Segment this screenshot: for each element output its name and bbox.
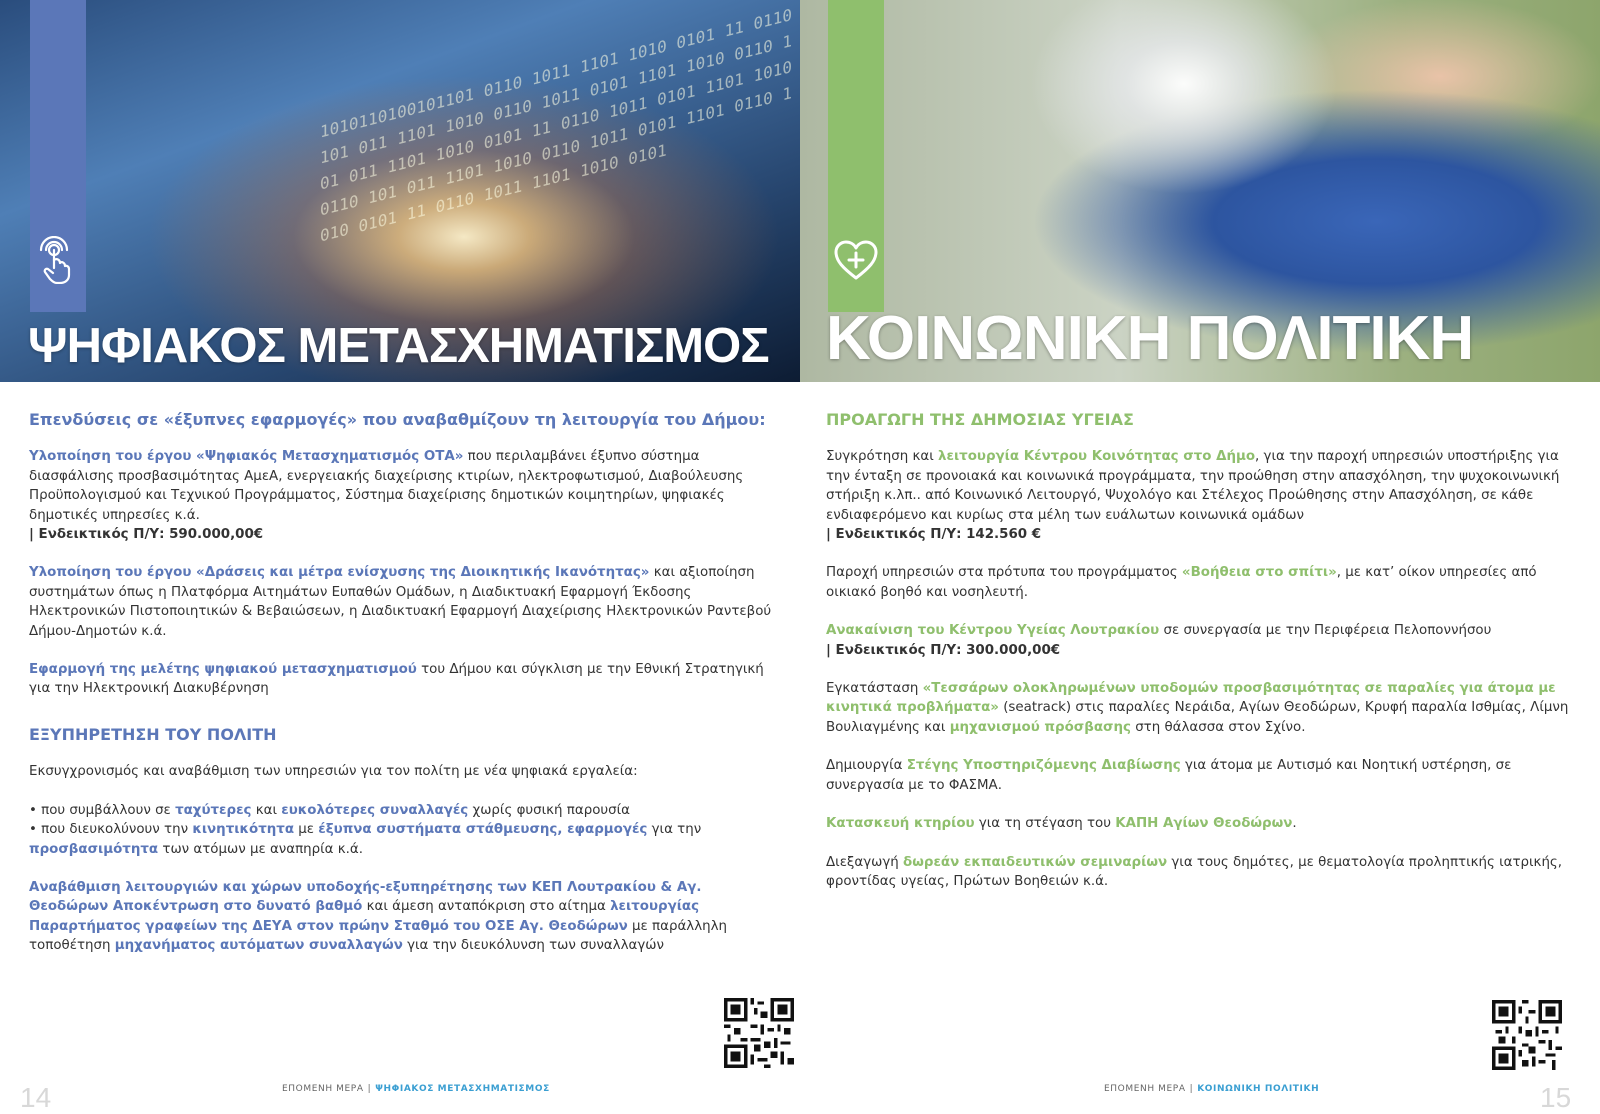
highlight-text: λειτουργία Κέντρου Κοινότητας στο Δήμο <box>938 449 1256 465</box>
body-text: για την <box>647 822 702 838</box>
body-text: στη θάλασσα στον Σχίνο. <box>1130 719 1306 735</box>
paragraph-modernization: Εκσυγχρονισμός και αναβάθμιση των υπηρεσιών για τον πολίτη με νέα ψηφιακά εργαλεία: <box>29 764 638 780</box>
footer-separator: | <box>1189 1084 1194 1094</box>
highlight-text: λειτουργίας Παραρτήματος γραφείων της ΔΕΥΑ στον πρώην Σταθμό του ΟΣΕ Αγ. Θεοδώρων <box>29 899 700 934</box>
section-heading-health: ΠΡΟΑΓΩΓΗ ΤΗΣ ΔΗΜΟΣΙΑΣ ΥΓΕΙΑΣ <box>826 410 1134 429</box>
body-text: , για την παροχή υπηρεσιών υποστήριξης για την ένταξη σε προνοιακά και κοινωνικά προγράμματα, την προώθηση στην απασχόληση, την ψυχοκοινωνική στήριξη κ.λπ.. από Κοινωνικό Λειτουργό, Ψυχολόγο και Στέλεχος Προώθησης στην Απασχόληση, σε κάθε ενδιαφερόμενο και κυρίως στα μέλη των ευάλωτων κοινωνικά ομάδων <box>826 449 1560 523</box>
highlight-text: Στέγης Υποστηριζόμενης Διαβίωσης <box>906 758 1181 774</box>
highlight-text: ευκολότερες συναλλαγές <box>281 802 469 818</box>
paragraph-admin-capacity <box>29 563 777 641</box>
qr-code[interactable] <box>1492 1000 1562 1070</box>
body-text: με παράλληλη τοποθέτηση <box>29 918 728 954</box>
footer-section: ΚΟΙΝΩΝΙΚΗ ΠΟΛΙΤΙΚΗ <box>1197 1084 1320 1094</box>
body-text: • που διευκολύνουν την <box>29 822 193 838</box>
body-text: για τη στέγαση του <box>974 816 1116 832</box>
section-heading-citizen: ΕΞΥΠΗΡΕΤΗΣΗ ΤΟΥ ΠΟΛΙΤΗ <box>29 724 277 744</box>
footer <box>282 1084 550 1094</box>
highlight-text: μηχανήματος αυτόματων συναλλαγών <box>114 938 403 954</box>
bullet-list <box>29 801 777 859</box>
hero-image-caregiver <box>800 0 1600 382</box>
right-content <box>826 410 1578 910</box>
left-page <box>0 0 800 1113</box>
page-number: 15 <box>1540 1082 1572 1113</box>
paragraph-digital-transformation <box>29 447 777 544</box>
binary-digits-overlay: 1010110100101101 0110 1011 1101 1010 0101 11 0110 101 011 1101 1010 0110 1011 0101 1101 1010 0110 101 011 1101 1010 0101 11 0110 1011 0101 1101 1010 0110 101 011 1101 1010 0110 1011 0101 1101 0110 1010 0101 11 0110 1011 1101 1010 0101 <box>320 4 793 246</box>
intro-heading: Επενδύσεις σε «έξυπνες εφαρμογές» που αναβαθμίζουν τη λειτουργία του Δήμου: <box>29 410 766 429</box>
highlight-text: Εφαρμογή της μελέτης ψηφιακού μετασχηματισμού <box>29 662 417 678</box>
highlight-text: Υλοποίηση του έργου «Ψηφιακός Μετασχηματισμός ΟΤΑ» <box>29 449 464 465</box>
bullet-item <box>29 801 777 820</box>
body-text: για την διευκόλυνση των συναλλαγών <box>402 938 664 954</box>
budget-line: | Ενδεικτικός Π/Υ: 300.000,00€ <box>826 642 1061 658</box>
highlight-text: Ανακαίνιση του Κέντρου Υγείας Λουτρακίου <box>826 623 1160 639</box>
paragraph-seatrack <box>826 679 1578 737</box>
body-text: Διεξαγωγή <box>826 854 904 870</box>
page-number: 14 <box>20 1082 52 1113</box>
paragraph-kapi <box>826 814 1578 833</box>
paragraph-study <box>29 660 777 699</box>
paragraph-home-help <box>826 563 1578 602</box>
body-text: • που συμβάλλουν σε <box>29 802 176 818</box>
body-text: . <box>1292 816 1297 832</box>
body-text: χωρίς φυσική παρουσία <box>468 802 630 818</box>
bullet-item <box>29 820 777 859</box>
highlight-text: μηχανισμού πρόσβασης <box>949 719 1131 735</box>
body-text: Συγκρότηση και <box>826 449 939 465</box>
body-text: για άτομα με Αυτισμό και Νοητική υστέρηση, σε συνεργασία με το ΦΑΣΜΑ. <box>826 758 1512 793</box>
footer-separator: | <box>367 1084 372 1094</box>
body-text: , με κατ’ οίκον υπηρεσίες από οικιακό βοηθό και νοσηλευτή. <box>826 565 1537 600</box>
body-text: και <box>251 802 282 818</box>
highlight-text: Υλοποίηση του έργου «Δράσεις και μέτρα ενίσχυσης της Διοικητικής Ικανότητας» <box>29 565 650 581</box>
left-content <box>29 410 777 975</box>
body-text: των ατόμων με αναπηρία κ.ά. <box>158 841 363 857</box>
highlight-text: ταχύτερες <box>175 802 252 818</box>
hero-title: ΨΗΦΙΑΚΟΣ ΜΕΤΑΣΧΗΜΑΤΙΣΜΟΣ <box>28 319 769 373</box>
body-text: (seatrack) στις παραλίες Νεράιδα, Αγίων Θεοδώρων, Κρυφή παραλία Ισθμίας, Λίμνη Βουλιαγμένης και <box>826 700 1569 735</box>
footer-section: ΨΗΦΙΑΚΟΣ ΜΕΤΑΣΧΗΜΑΤΙΣΜΟΣ <box>375 1084 550 1094</box>
highlight-text: Αναβάθμιση λειτουργιών και χώρων υποδοχής-εξυπηρέτησης των ΚΕΠ Λουτρακίου & Αγ. Θεοδώρων Αποκέντρωση στο δυνατό βαθμό <box>29 879 702 915</box>
body-text: Δημιουργία <box>826 758 907 774</box>
paragraph-kep <box>29 878 777 956</box>
body-text: με <box>294 822 319 838</box>
paragraph-health-center <box>826 621 1578 660</box>
footer-brand: ΕΠΟΜΕΝΗ ΜΕΡΑ <box>282 1084 364 1094</box>
body-text: του Δήμου και σύγκλιση με την Εθνική Στρατηγική για την Ηλεκτρονική Διακυβέρνηση <box>29 662 764 697</box>
body-text: σε συνεργασία με την Περιφέρεια Πελοποννήσου <box>1159 623 1492 639</box>
highlight-text: «Βοήθεια στο σπίτι» <box>1181 565 1337 581</box>
paragraph-supported-living <box>826 756 1578 795</box>
highlight-text: ΚΑΠΗ Αγίων Θεοδώρων <box>1115 816 1293 832</box>
accent-bar <box>828 0 884 312</box>
highlight-text: προσβασιμότητα <box>29 841 159 857</box>
qr-code[interactable] <box>724 998 794 1068</box>
highlight-text: «Τεσσάρων ολοκληρωμένων υποδομών προσβασιμότητας σε παραλίες για άτομα με κινητικά προβλήματα» <box>826 681 1556 716</box>
hero-title: ΚΟΙΝΩΝΙΚΗ ΠΟΛΙΤΙΚΗ <box>826 304 1474 373</box>
budget-line: | Ενδεικτικός Π/Υ: 142.560 € <box>826 527 1042 543</box>
footer-brand: ΕΠΟΜΕΝΗ ΜΕΡΑ <box>1104 1084 1186 1094</box>
body-text: και άμεση ανταπόκριση στο αίτημα <box>362 899 611 915</box>
paragraph-seminars <box>826 853 1578 892</box>
highlight-text: δωρεάν εκπαιδευτικών σεμιναρίων <box>903 854 1168 870</box>
body-text: που περιλαμβάνει έξυπνο σύστημα διασφάλισης προσβασιμότητας ΑμεΑ, ενεργειακής διαχείρισης κτιρίων, ηλεκτροφωτισμού, Διαβούλευσης Προϋπολογισμού και Τεχνικού Προγράμματος, Σύστημα διαχείρισης δημοτικών κοιμητηρίων, ψηφιακές δημοτικές υπηρεσίες κ.ά. <box>29 449 744 523</box>
body-text: για τους δημότες, με θεματολογία προληπτικής ιατρικής, φροντίδας υγείας, Πρώτων Βοηθειών κ.ά. <box>826 854 1563 889</box>
budget-line: | Ενδεικτικός Π/Υ: 590.000,00€ <box>29 527 264 543</box>
heart-plus-icon <box>828 232 884 288</box>
body-text: και αξιοποίηση συστημάτων όπως η Πλατφόρμα Αιτημάτων Ευπαθών Ομάδων, η Διαδικτυακή Εφαρμογή Έκδοσης Ηλεκτρονικών Πιστοποιητικών & Βεβαιώσεων, η Διαδικτυακή Εφαρμογή Διαχείρισης Ηλεκτρονικών Ραντεβού Δήμου-Δημοτών κ.ά. <box>29 565 772 639</box>
body-text: Εγκατάσταση <box>826 681 923 697</box>
paragraph-community-center <box>826 447 1578 544</box>
footer <box>1104 1084 1319 1094</box>
highlight-text: έξυπνα συστήματα στάθμευσης, εφαρμογές <box>318 822 648 838</box>
touch-hand-icon <box>30 232 86 288</box>
body-text: Παροχή υπηρεσιών στα πρότυπα του προγράμματος <box>826 565 1182 581</box>
highlight-text: κινητικότητα <box>192 822 295 838</box>
highlight-text: Κατασκευή κτηρίου <box>826 816 975 832</box>
hero-image-digital <box>0 0 800 382</box>
accent-bar <box>30 0 86 312</box>
right-page <box>800 0 1600 1113</box>
